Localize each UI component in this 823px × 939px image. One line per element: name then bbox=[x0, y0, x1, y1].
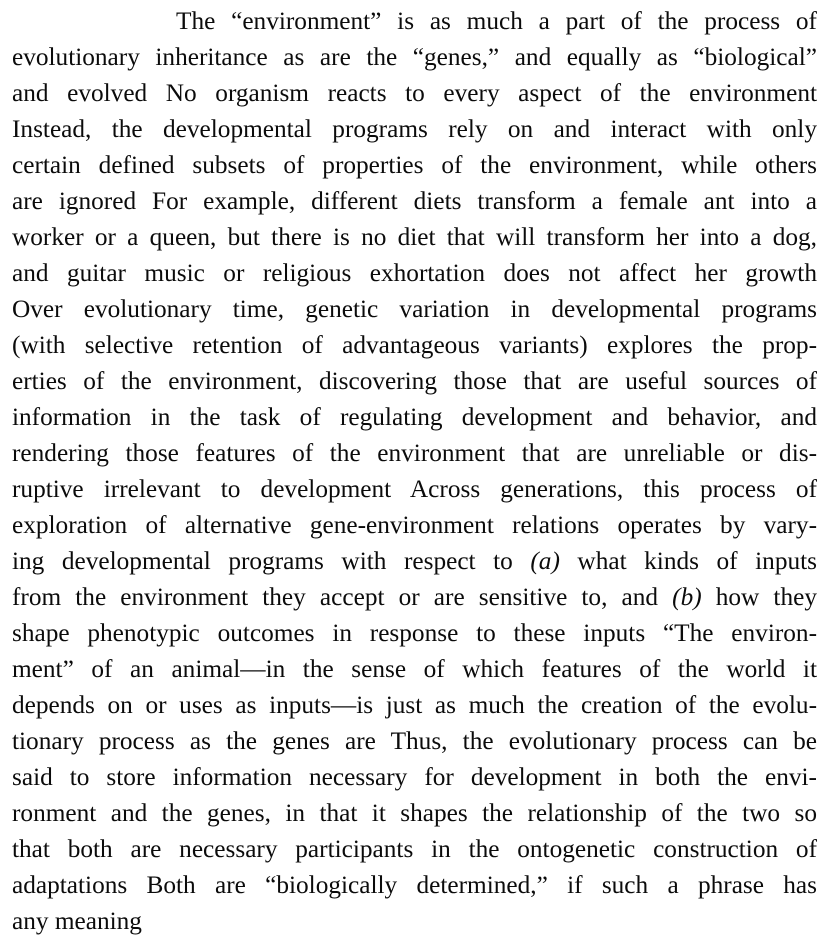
text-line: that both are necessary participants in the ontogenetic construction of bbox=[12, 835, 817, 863]
text-line: any meaning bbox=[12, 907, 142, 935]
text-run: how they bbox=[701, 583, 817, 611]
text-line: ronment and the genes, in that it shapes the relationship of the two so bbox=[12, 799, 817, 827]
text-run: from the environment they accept or are sensitive to, and bbox=[12, 583, 673, 611]
text-line: are ignored For example, different diets transform a female ant into a bbox=[12, 187, 817, 215]
text-line: Over evolutionary time, genetic variation in developmental programs bbox=[12, 295, 817, 323]
text-line bbox=[12, 579, 817, 615]
text-line: tionary process as the genes are Thus, the evolutionary process can be bbox=[12, 727, 817, 755]
text-line: exploration of alternative gene-environment relations operates by vary- bbox=[12, 511, 817, 539]
text-line: rendering those features of the environment that are unreliable or dis- bbox=[12, 439, 817, 467]
text-line: Instead, the developmental programs rely on and interact with only bbox=[12, 115, 817, 143]
text-run: what kinds of inputs bbox=[559, 547, 817, 575]
text-line: shape phenotypic outcomes in response to these inputs “The environ- bbox=[12, 619, 817, 647]
text-run: ing developmental programs with respect to bbox=[12, 547, 531, 575]
text-line: The “environment” is as much a part of the process of bbox=[176, 7, 817, 35]
list-marker-b: (b) bbox=[672, 583, 702, 611]
text-line: certain defined subsets of properties of the environment, while others bbox=[12, 151, 817, 179]
text-line: (with selective retention of advantageous variants) explores the prop- bbox=[12, 331, 817, 359]
text-line: depends on or uses as inputs—is just as much the creation of the evolu- bbox=[12, 691, 817, 719]
text-line: adaptations Both are “biologically determined,” if such a phrase has bbox=[12, 871, 817, 899]
text-line: said to store information necessary for development in both the envi- bbox=[12, 763, 817, 791]
text-line: and evolved No organism reacts to every aspect of the environment bbox=[12, 79, 817, 107]
text-line: erties of the environment, discovering those that are useful sources of bbox=[12, 367, 817, 395]
list-marker-a: (a) bbox=[530, 547, 560, 575]
body-paragraph bbox=[12, 3, 817, 939]
text-line: evolutionary inheritance as are the “genes,” and equally as “biological” bbox=[12, 43, 817, 71]
text-line bbox=[12, 543, 817, 579]
text-line: ment” of an animal—in the sense of which features of the world it bbox=[12, 655, 817, 683]
text-line: information in the task of regulating development and behavior, and bbox=[12, 403, 817, 431]
text-line: ruptive irrelevant to development Across generations, this process of bbox=[12, 475, 817, 503]
text-line: worker or a queen, but there is no diet that will transform her into a dog, bbox=[12, 223, 817, 251]
text-line: and guitar music or religious exhortation does not affect her growth bbox=[12, 259, 817, 287]
